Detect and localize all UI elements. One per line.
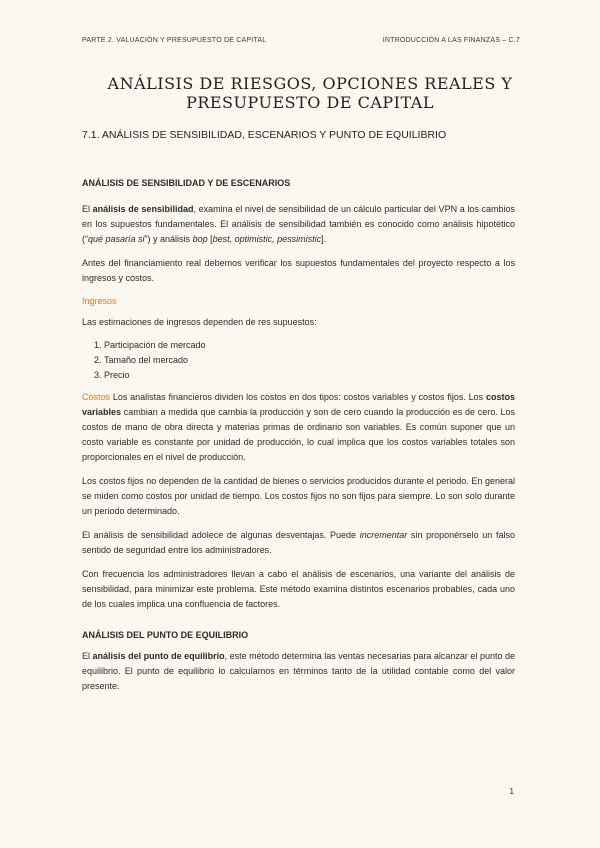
running-header bbox=[82, 37, 520, 44]
breakeven-section bbox=[82, 628, 515, 694]
ingresos-intro: Las estimaciones de ingresos dependen de res supuestos: bbox=[82, 317, 317, 327]
section-title: 7.1. ANÁLISIS DE SENSIBILIDAD, ESCENARIOS Y PUNTO DE EQUILIBRIO bbox=[82, 129, 447, 141]
paragraph-costos: Costos Los analistas financieros dividen los costos en dos tipos: costos variables y costos fijos. Los costos variables cambian a medida que cambia la producción y son de cero cuando la producción es de cero. Los costos de mano de obra directa y materias primas de ordinario son variables. Es común suponer que un costo variable es constante por unidad de producción, lo cual implica que los costos variables totales son proporcionales en el nivel de producción. bbox=[82, 392, 515, 462]
paragraph-fixed-costs: Los costos fijos no dependen de la cantidad de bienes o servicios producidos durante el periodo. En general se miden como costos por unidad de tiempo. Los costos fijos no son fijos para siempre. Lo son solo durante un periodo determinado. bbox=[82, 476, 515, 516]
paragraph-sensitivity: El análisis de sensibilidad, examina el nivel de sensibilidad de un cálculo particular del VPN a los cambios en los supuestos fundamentales. El análisis de sensibilidad también es conocido como análisis hipotético (“qué pasaría si”) y análisis bop [best, optimistic, pessimistic]. bbox=[82, 204, 515, 244]
ingresos-list bbox=[82, 338, 515, 383]
header-right: INTRODUCCIÓN A LAS FINANZAS – C.7 bbox=[382, 37, 520, 44]
page-number: 1 bbox=[509, 787, 514, 796]
header-left: PARTE 2. VALUACIÓN Y PRESUPUESTO DE CAPITAL bbox=[82, 37, 267, 44]
paragraph-assumptions: Antes del financiamiento real debemos verificar los supuestos fundamentales del proyecto respecto a los ingresos y costos. bbox=[82, 258, 515, 283]
breakeven-heading: ANÁLISIS DEL PUNTO DE EQUILIBRIO bbox=[82, 630, 249, 640]
ingresos-label: Ingresos bbox=[82, 296, 117, 306]
paragraph-scenarios: Con frecuencia los administradores llevan a cabo el análisis de escenarios, una variante del análisis de sensibilidad, para minimizar este problema. Este método examina distintos escenarios probables, cada uno de los cuales implica una confluencia de factores. bbox=[82, 569, 515, 609]
paragraph-disadvantages: El análisis de sensibilidad adolece de algunas desventajas. Puede incrementar sin proponérselo un falso sentido de seguridad entre los administradores. bbox=[82, 530, 515, 555]
list-item: 3. Precio bbox=[104, 368, 515, 383]
list-item: 2. Tamaño del mercado bbox=[104, 353, 515, 368]
chapter-title: ANÁLISIS DE RIESGOS, OPCIONES REALES Y PRESUPUESTO DE CAPITAL bbox=[107, 74, 513, 112]
sensitivity-heading: ANÁLISIS DE SENSIBILIDAD Y DE ESCENARIOS bbox=[82, 178, 291, 188]
sensitivity-section bbox=[82, 176, 515, 612]
list-item: 1. Participación de mercado bbox=[104, 338, 515, 353]
paragraph-breakeven: El análisis del punto de equilibrio, este método determina las ventas necesarias para alcanzar el punto de equilibrio. El punto de equilibrio lo calculamos en términos tanto de la utilidad contable como del valor presente. bbox=[82, 651, 515, 691]
